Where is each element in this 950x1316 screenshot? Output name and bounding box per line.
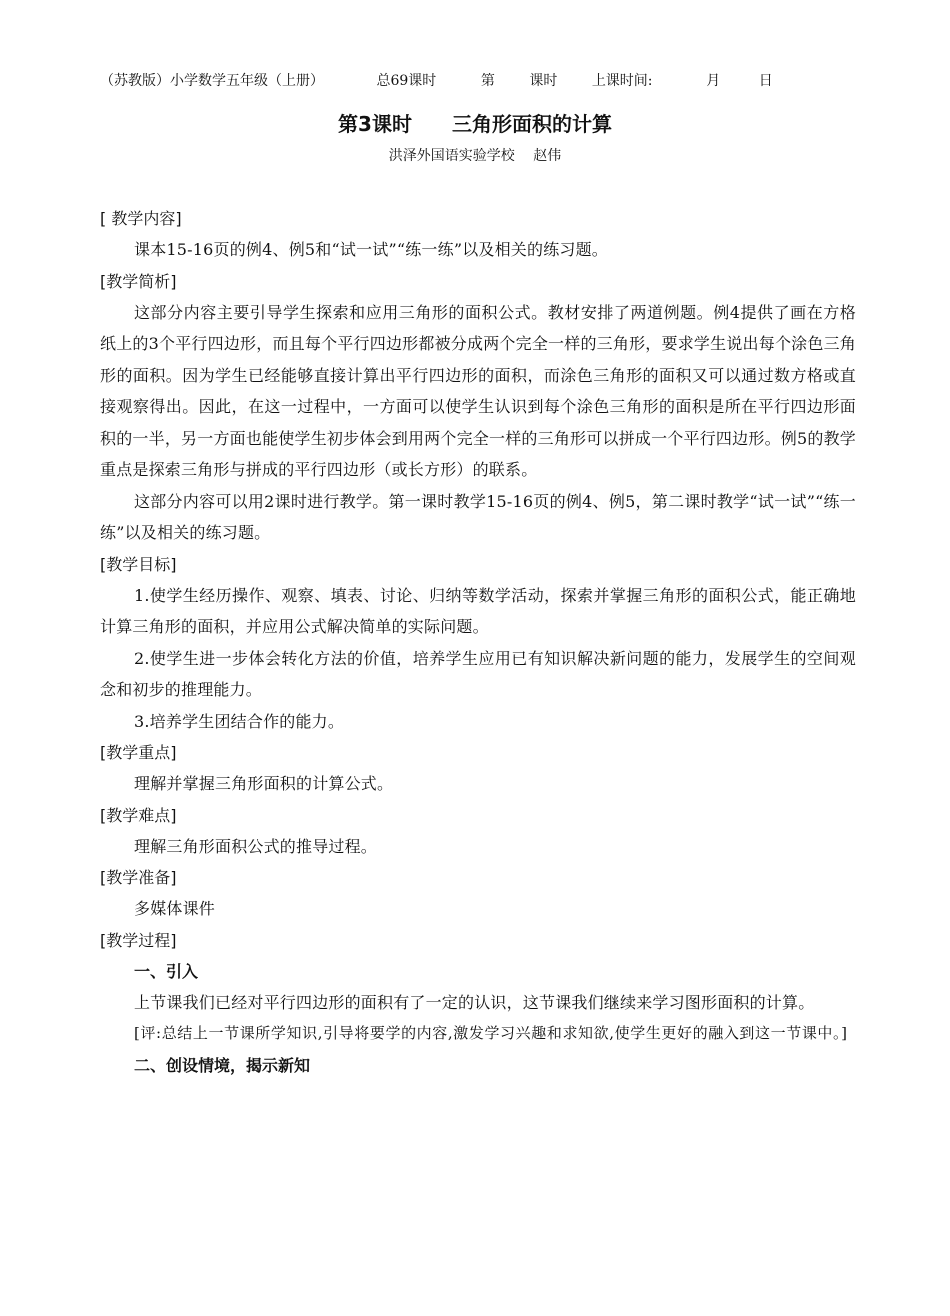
- process-step-1-paragraph: 上节课我们已经对平行四边形的面积有了一定的认识，这节课我们继续来学习图形面积的计算。: [134, 992, 815, 1012]
- header-nth: 第: [480, 73, 495, 89]
- goal-item-1: 1.使学生经历操作、观察、填表、讨论、归纳等数学活动，探索并掌握三角形的面积公式，能正确地计算三角形的面积，并应用公式解决简单的实际问题。: [100, 585, 856, 636]
- section-heading-preparation: [教学准备]: [100, 868, 177, 887]
- difficulty-paragraph: 理解三角形面积公式的推导过程。: [134, 836, 378, 856]
- document-body: [100, 203, 856, 1081]
- header-day: 日: [758, 73, 773, 89]
- section-heading-goals: [教学目标]: [100, 554, 177, 574]
- goal-item-2: 2.使学生进一步体会转化方法的价值，培养学生应用已有知识解决新问题的能力，发展学生的空间观念和初步的推理能力。: [100, 648, 856, 699]
- page-title: 第3课时 三角形面积的计算: [338, 112, 612, 136]
- header-total-lessons: 总69课时: [376, 73, 437, 89]
- section-heading-content: [ 教学内容]: [100, 209, 182, 228]
- section-heading-key-point: [教学重点]: [100, 743, 177, 762]
- content-paragraph: 课本15-16页的例4、例5和“试一试”“练一练”以及相关的练习题。: [134, 240, 609, 259]
- header-month: 月: [706, 73, 721, 89]
- author-line: 洪泽外国语实验学校 赵伟: [388, 148, 562, 164]
- preparation-paragraph: 多媒体课件: [134, 899, 216, 918]
- process-step-2-title: 二、创设情境，揭示新知: [134, 1055, 311, 1075]
- header-lesson: 课时: [529, 73, 558, 89]
- section-heading-analysis: [教学简析]: [100, 271, 177, 291]
- key-point-paragraph: 理解并掌握三角形面积的计算公式。: [134, 774, 394, 793]
- analysis-paragraph-1: 这部分内容主要引导学生探索和应用三角形的面积公式。教材安排了两道例题。例4提供了画在方格纸上的3个平行四边形，而且每个平行四边形都被分成两个完全一样的三角形，要求学生说出每个涂色三角形的面积。因为学生已经能够直接计算出平行四边形的面积，而涂色三角形的面积又可以通过数方格或直接观察得出。因此，在这一过程中，一方面可以使学生认识到每个涂色三角形的面积是所在平行四边形面积的一半，另一方面也能使学生初步体会到用两个完全一样的三角形可以拼成一个平行四边形。例5的教学重点是探索三角形与拼成的平行四边形（或长方形）的联系。: [100, 302, 856, 479]
- header-edition: （苏教版）小学数学五年级（上册）: [100, 73, 324, 89]
- analysis-paragraph-2: 这部分内容可以用2课时进行教学。第一课时教学15-16页的例4、例5，第二课时教学“试一试”“练一练”以及相关的练习题。: [100, 491, 856, 542]
- section-heading-process: [教学过程]: [100, 930, 177, 950]
- section-heading-difficulty: [教学难点]: [100, 805, 177, 825]
- goal-item-3: 3.培养学生团结合作的能力。: [134, 711, 345, 731]
- document-header: [100, 70, 860, 90]
- process-step-1-comment: [评:总结上一节课所学知识,引导将要学的内容,激发学习兴趣和求知欲,使学生更好的融入到这一节课中。]: [134, 1024, 848, 1042]
- process-step-1-title: 一、引入: [134, 961, 199, 981]
- header-time-label: 上课时间:: [591, 73, 653, 89]
